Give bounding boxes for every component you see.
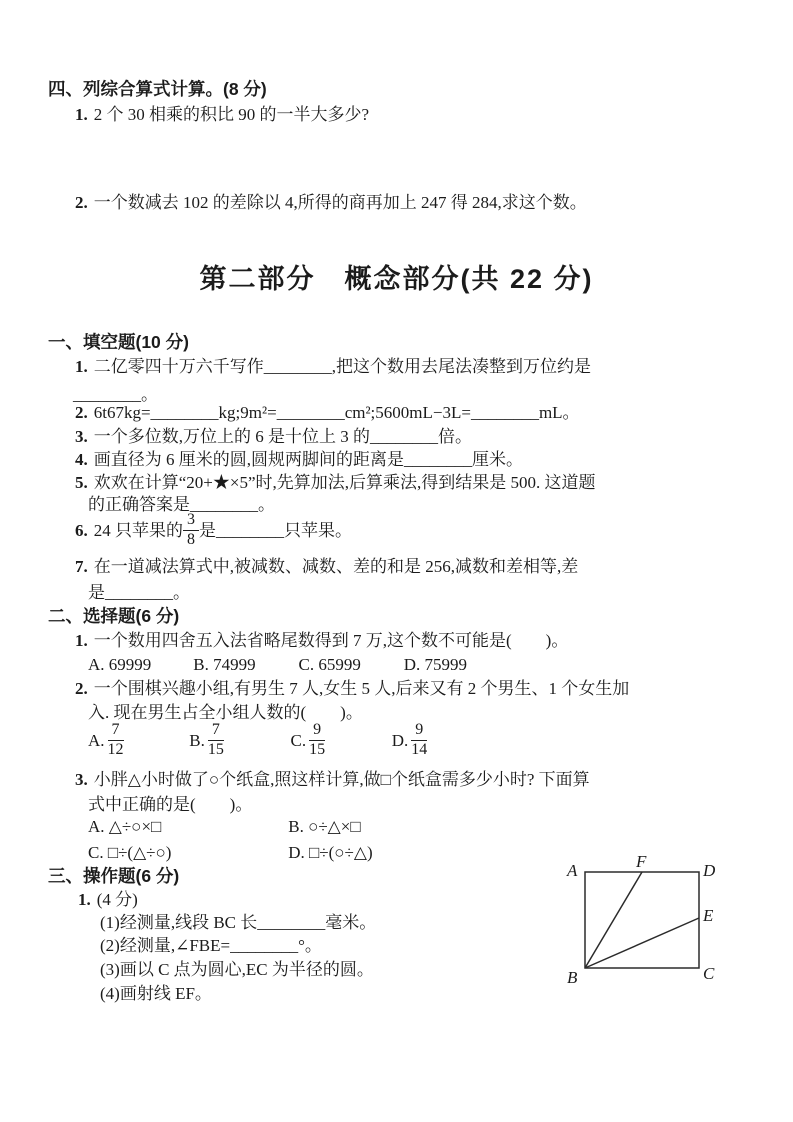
choice-q2-option-b — [189, 722, 286, 759]
ops-q1-text: (4 分) — [96, 890, 138, 909]
fill-q5-number: 5. — [75, 473, 88, 492]
choice-q1-text: 一个数用四舍五入法省略尾数得到 7 万,这个数不可能是( )。 — [93, 631, 569, 650]
choice-q2-option-a — [88, 722, 185, 759]
choice-q1-options — [88, 653, 505, 676]
fraction-9-14 — [411, 722, 427, 759]
fill-q2 — [75, 401, 580, 424]
choice-q1 — [75, 629, 568, 652]
fill-q1-text: 二亿零四十万六千写作________,把这个数用去尾法凑整到万位约是 — [93, 357, 591, 376]
fill-q7-number: 7. — [75, 557, 88, 576]
fraction-9-15 — [309, 722, 325, 759]
fill-q3 — [75, 425, 472, 448]
fraction-numerator: 7 — [108, 722, 124, 741]
choice-q3-option-d: D. □÷(○÷△) — [288, 843, 373, 862]
fraction-denominator: 12 — [107, 740, 124, 758]
fraction-denominator: 15 — [207, 740, 224, 758]
calc-q2-number: 2. — [75, 193, 88, 212]
fill-q4 — [75, 448, 523, 471]
fill-q1-number: 1. — [75, 357, 88, 376]
calc-q1 — [75, 103, 369, 126]
choice-q1-option-d: D. 75999 — [403, 655, 468, 674]
fill-q6-text-before: 24 只苹果的 — [93, 520, 183, 540]
option-a-label: A. — [88, 730, 105, 750]
fraction-7-12 — [108, 722, 124, 759]
fill-q6-number: 6. — [75, 520, 88, 540]
part2-title: 第二部分 概念部分(共 22 分) — [199, 264, 594, 294]
calc-q2 — [75, 191, 587, 214]
fill-q3-text: 一个多位数,万位上的 6 是十位上 3 的________倍。 — [93, 427, 472, 446]
fraction-3-8 — [183, 512, 199, 549]
fill-q7-line1 — [75, 555, 578, 578]
fill-q5-line2: 的正确答案是________。 — [88, 495, 275, 514]
fill-q3-number: 3. — [75, 427, 88, 446]
fill-q4-text: 画直径为 6 厘米的圆,圆规两脚间的距离是________厘米。 — [93, 450, 523, 469]
segment-bf — [585, 872, 642, 968]
fill-q5-text: 欢欢在计算“20+★×5”时,先算加法,后算乘法,得到结果是 500. 这道题 — [93, 473, 596, 492]
ops-sub3: (3)画以 C 点为圆心,EC 为半径的圆。 — [100, 960, 374, 979]
choice-q2-option-c — [291, 722, 388, 759]
segment-be — [585, 918, 699, 968]
fill-q6-text-after: 是________只苹果。 — [199, 520, 352, 540]
fill-q4-number: 4. — [75, 450, 88, 469]
ops-q1-number: 1. — [78, 890, 91, 909]
fill-q5-line1 — [75, 471, 596, 494]
choice-q2-line1 — [75, 677, 629, 700]
fraction-numerator: 9 — [411, 722, 427, 741]
calc-q1-text: 2 个 30 相乘的积比 90 的一半大多少? — [93, 105, 370, 124]
ops-sub4: (4)画射线 EF。 — [100, 984, 212, 1003]
label-d: D — [703, 861, 716, 880]
fraction-7-15 — [208, 722, 224, 759]
choice-q3-options-row2 — [88, 841, 484, 864]
choice-q3-options-row1 — [88, 815, 484, 838]
label-b: B — [567, 968, 578, 987]
fraction-denominator: 8 — [187, 530, 195, 548]
choice-q1-option-b: B. 74999 — [193, 655, 256, 674]
label-f: F — [636, 852, 647, 871]
geometry-figure — [550, 845, 730, 995]
choice-q2-text: 一个围棋兴趣小组,有男生 7 人,女生 5 人,后来又有 2 个男生、1 个女生加 — [93, 679, 630, 698]
fill-q1-line1 — [75, 355, 591, 378]
fill-q7-line2: 是________。 — [88, 583, 190, 602]
label-c: C — [703, 964, 715, 983]
option-d-label: D. — [391, 730, 409, 750]
fill-q1-line2: ________。 — [73, 385, 158, 404]
ops-q1 — [78, 888, 138, 911]
choice-q1-option-c: C. 65999 — [298, 655, 361, 674]
option-b-label: B. — [189, 730, 205, 750]
ops-sub1: (1)经测量,线段 BC 长________毫米。 — [100, 913, 377, 932]
section-choice-heading: 二、选择题(6 分) — [48, 606, 180, 626]
choice-q2-line2: 入. 现在男生占全小组人数的( )。 — [88, 703, 363, 722]
label-e: E — [703, 906, 714, 925]
choice-q2-options — [88, 722, 489, 759]
calc-q2-text: 一个数减去 102 的差除以 4,所得的商再加上 247 得 284,求这个数。 — [93, 193, 587, 212]
choice-q3-option-c: C. □÷(△÷○) — [88, 843, 172, 862]
rectangle-abcd — [585, 872, 699, 968]
choice-q3-option-b: B. ○÷△×□ — [288, 817, 361, 836]
fraction-numerator: 7 — [208, 722, 224, 741]
choice-q3-text: 小胖△小时做了○个纸盒,照这样计算,做□个纸盒需多少小时? 下面算 — [93, 770, 590, 789]
ops-sub2: (2)经测量,∠FBE=________°。 — [100, 936, 322, 955]
fill-q6 — [75, 512, 352, 549]
fraction-numerator: 3 — [183, 512, 199, 531]
fraction-denominator: 15 — [309, 740, 326, 758]
choice-q3-line2: 式中正确的是( )。 — [88, 795, 253, 814]
choice-q2-number: 2. — [75, 679, 88, 698]
option-c-label: C. — [290, 730, 307, 750]
calc-q1-number: 1. — [75, 105, 88, 124]
choice-q1-option-a: A. 69999 — [88, 655, 152, 674]
fill-q2-number: 2. — [75, 403, 88, 422]
section-calc-heading: 四、列综合算式计算。(8 分) — [48, 79, 267, 99]
section-fill-heading: 一、填空题(10 分) — [48, 332, 189, 352]
choice-q2-option-d — [392, 722, 489, 759]
choice-q3-line1 — [75, 768, 590, 791]
choice-q3-number: 3. — [75, 770, 88, 789]
choice-q3-option-a: A. △÷○×□ — [88, 817, 162, 836]
fill-q2-text: 6t67kg=________kg;9m²=________cm²;5600mL−3L=________mL。 — [93, 403, 580, 422]
fill-q7-text: 在一道减法算式中,被减数、减数、差的和是 256,减数和差相等,差 — [93, 557, 579, 576]
choice-q1-number: 1. — [75, 631, 88, 650]
fraction-denominator: 14 — [411, 740, 428, 758]
section-ops-heading: 三、操作题(6 分) — [48, 866, 180, 886]
label-a: A — [567, 861, 578, 880]
fraction-numerator: 9 — [309, 722, 325, 741]
